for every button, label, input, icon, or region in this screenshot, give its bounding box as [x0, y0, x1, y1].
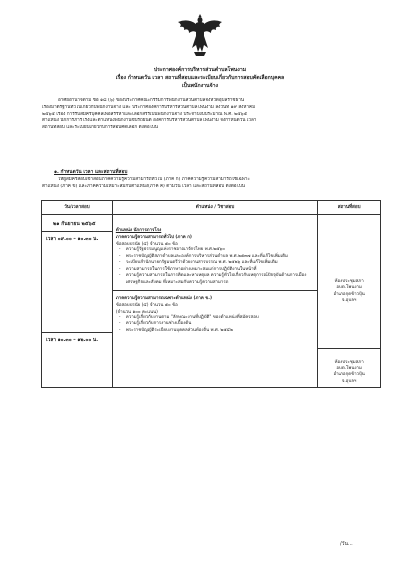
location-line: อำเภอกุดข้าวปุ้น	[333, 372, 365, 378]
divider	[42, 332, 112, 333]
exam-time-2: เวลา ๑๐.๓๐ – ๑๒.๐๐ น.	[46, 338, 99, 343]
intro-line: เรื่องมาตรฐานทั่วไปเกี่ยวกับพนักงานจ้าง และ ประกาศองค์การบริหารส่วนตำบลโพนงาม ลงวันที่ ๑๙ สิงหาคม	[42, 104, 256, 110]
exam-part-title: ภาคความรู้ความสามารถทั่วไป (ภาค ก)	[115, 235, 192, 240]
table-header-row	[42, 201, 381, 215]
list-item: - ความรู้ความสามารถในการคิดและหาเหตุผล ความรู้ทั่วไปเกี่ยวกับเหตุการณ์ปัจจุบันด้านการเมือง เศรษฐกิจและสังคม ที่เหมาะสมกับความรู้ความสามารถ	[116, 273, 314, 286]
location-line: จ.อุบลฯ	[341, 378, 357, 384]
exam-format: ข้อสอบปรนัย (๔) จำนวน ๕๐ ข้อ	[115, 302, 178, 308]
section-paragraph	[42, 177, 372, 191]
exam-date: ๒๑ กันยายน ๒๕๖๕	[53, 221, 96, 227]
list-item: - พระราชบัญญัติระเบียบงานบุคคลส่วนท้องถิ่น พ.ศ. ๒๕๔๒	[116, 328, 314, 335]
intro-line: ๒๕๖๕ เรื่อง การรับสมัครบุคคลเพื่อสรรหาและเลือกสรรเป็นพนักงานจ้าง ประจำปีงบประมาณ พ.ศ. ๒๕๖๕	[42, 111, 248, 117]
list-item: - ระเบียบสำนักนายกรัฐมนตรีว่าด้วยงานสารบรรณ พ.ศ. ๒๕๒๖ และที่แก้ไขเพิ่มเติม	[116, 260, 314, 267]
table-row	[42, 215, 381, 388]
list-item: - พระราชบัญญัติสภาตำบลและองค์การบริหารส่วนตำบล พ.ศ.๒๕๓๗ และที่แก้ไขเพิ่มเติม	[116, 254, 314, 261]
column-header-location: สถานที่สอบ	[318, 201, 381, 215]
position-title: ตำแหน่ง นักการภารโรง	[115, 228, 162, 233]
exam-score: (จำนวน ๑๐๐ คะแนน)	[115, 309, 158, 315]
subjects-cell	[112, 215, 317, 388]
intro-line: อาศัยอำนาจตาม ข้อ ๑๘ (๖) ของประกาศคณะกรรมการพนักงานส่วนตำบลจังหวัดอุบลราชธานี	[58, 98, 245, 103]
location-line: อบต.โพนงาม	[336, 285, 362, 291]
page-continuation: /วัน...	[340, 541, 353, 547]
section-heading: ๑. กำหนดวัน เวลา และสถานที่สอบ	[54, 170, 128, 175]
location-line: จ.อุบลฯ	[341, 298, 357, 304]
intro-line: ตำแหน่ง นักการภารโรงและตำแหน่งพนักงานขับรถยนต์ องค์การบริหารส่วนตำบลโพนงาม จึงกำหนดวัน เวลา	[42, 118, 257, 124]
list-item: - ความรู้เกี่ยวกับงานตาม "ลักษณะงานที่ปฏิบัติ" ของตำแหน่งที่สมัครสอบ	[116, 315, 314, 322]
exam-time-1: เวลา ๐๙.๐๐ – ๑๐.๓๐ น.	[46, 237, 99, 242]
list-item: - ความสามารถในการใช้ภาษาอย่างเหมาะสมแก่การปฏิบัติงานในหน้าที่	[116, 267, 314, 274]
garuda-emblem-icon	[176, 14, 224, 58]
list-item: - ความรู้เกี่ยวกับการงานช่างเบื้องต้น	[116, 321, 314, 328]
intro-line: สถานที่สอบ และระเบียบเกี่ยวกับการสอบคัดเลือก ดังต่อไปนี้	[42, 125, 158, 131]
announcement-subject-line2: เป็นพนักงานจ้าง	[181, 83, 219, 89]
divider	[318, 348, 380, 349]
section-line: ให้ผู้สมัครสอบเข้าสอบภาคความรู้ความสามารถทั่วไป (ภาค ก) ภาคความรู้ความสามารถใช้เฉพาะ	[58, 177, 250, 182]
location-line: อำเภอกุดข้าวปุ้น	[333, 291, 365, 297]
location-line: ห้องประชุมสภา	[334, 359, 364, 365]
column-header-position: ตำแหน่ง / วิชาสอบ	[112, 201, 317, 215]
exam-schedule-table	[41, 200, 381, 388]
exam-part-title: ภาคความรู้ความสามารถเฉพาะตำแหน่ง (ภาค ข.)	[115, 295, 212, 301]
announcement-subject: เรื่อง กำหนดวัน เวลา สถานที่สอบและระเบียบเกี่ยวกับการสอบคัดเลือกบุคคล	[115, 75, 285, 81]
intro-paragraph	[42, 98, 372, 132]
date-time-cell	[42, 215, 113, 388]
location-line: อบต.โพนงาม	[336, 366, 362, 372]
location-cell	[318, 215, 381, 388]
divider	[42, 231, 112, 232]
list-item: - ความรู้รัฐธรรมนูญแห่งราชอาณาจักรไทย พ.ศ.๒๕๖๐	[116, 247, 314, 254]
divider	[113, 290, 317, 291]
column-header-date: วัน/เวลาสอบ	[42, 201, 113, 215]
location-line: ห้องประชุมสภา	[334, 279, 364, 284]
section-line: ตำแหน่ง (ภาค ข) และภาคความเหมาะสมกับตำแหน่ง(ภาค ค) ตามวัน เวลา และสถานที่สอบ ดังต่อไปนี้	[42, 183, 245, 189]
exam-format: ข้อสอบปรนัย (๔) จำนวน ๕๐ ข้อ	[115, 242, 178, 247]
announcement-title: ประกาศองค์การบริหารส่วนตำบลโพนงาม	[153, 67, 247, 73]
